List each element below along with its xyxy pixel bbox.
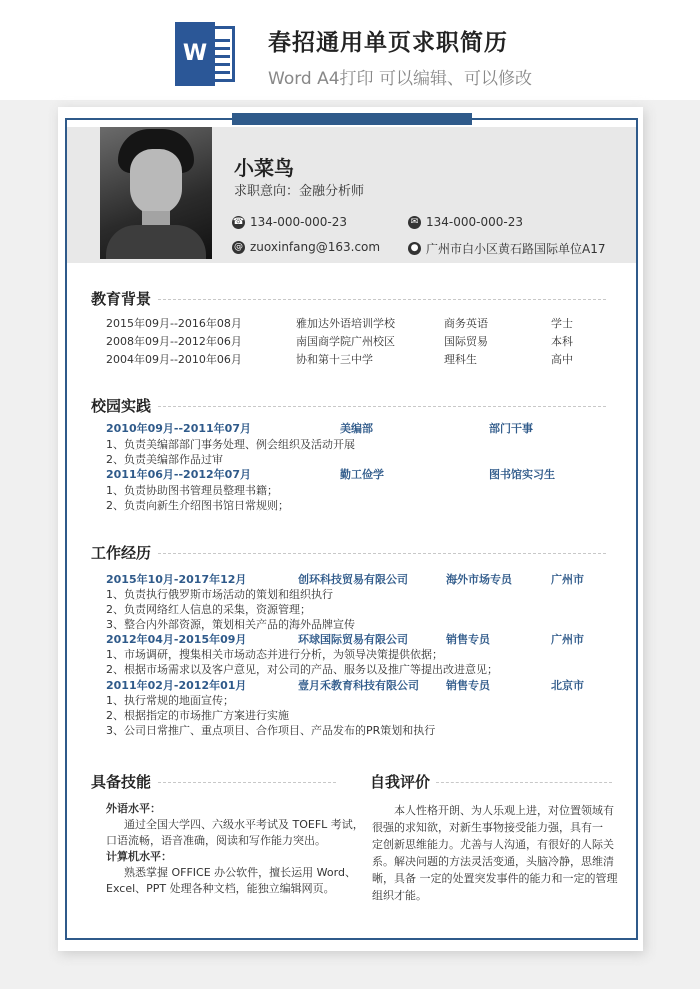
profile-name: 小菜鸟 xyxy=(234,156,294,180)
education-title: 教育背景 xyxy=(91,290,152,308)
work-1-line-1: 1、负责执行俄罗斯市场活动的策划和组织执行 xyxy=(106,588,333,601)
work-3-company: 壹月禾教育科技有限公司 xyxy=(298,679,419,692)
work-2-city: 广州市 xyxy=(551,633,584,646)
self-eval-line-3: 定创新思维能力。尤善与人沟通，有很好的人际关 xyxy=(372,838,614,851)
phone-icon: ☎ xyxy=(232,216,245,227)
campus-1-line-1: 1、负责美编部部门事务处理、例会组织及活动开展 xyxy=(106,438,355,451)
self-eval-line-2: 很强的求知欲，对新生事物接受能力强，具有一 xyxy=(372,821,603,834)
job-intent: 求职意向：金融分析师 xyxy=(234,184,365,199)
edu-row-1-period: 2015年09月--2016年08月 xyxy=(106,317,242,330)
work-2-company: 环球国际贸易有限公司 xyxy=(298,633,408,646)
work-1-city: 广州市 xyxy=(551,573,584,586)
work-3-city: 北京市 xyxy=(551,679,584,692)
work-title: 工作经历 xyxy=(91,544,152,562)
profile-photo xyxy=(100,127,212,259)
work-divider xyxy=(158,553,606,554)
work-3-position: 销售专员 xyxy=(446,679,490,692)
work-3-line-3: 3、公司日常推广、重点项目、合作项目、产品发布的PR策划和执行 xyxy=(106,724,436,737)
work-2-position: 销售专员 xyxy=(446,633,490,646)
work-3-period: 2011年02月-2012年01月 xyxy=(106,679,247,692)
work-1-line-2: 2、负责网络红人信息的采集，资源管理； xyxy=(106,603,311,616)
work-1-period: 2015年10月-2017年12月 xyxy=(106,573,247,586)
banner xyxy=(0,0,700,100)
work-1-company: 创环科技贸易有限公司 xyxy=(298,573,408,586)
edu-row-2-school: 南国商学院广州校区 xyxy=(296,335,395,348)
skills-computer-label: 计算机水平： xyxy=(106,850,172,863)
self-eval-line-5: 晰，具备 一定的处置突发事件的能力和一定的管理 xyxy=(372,872,618,885)
edu-row-3-degree: 高中 xyxy=(551,353,573,366)
edu-row-1-degree: 学士 xyxy=(551,317,573,330)
edu-row-1-major: 商务英语 xyxy=(444,317,488,330)
email-icon: @ xyxy=(234,241,243,252)
work-1-position: 海外市场专员 xyxy=(446,573,512,586)
campus-1-org: 美编部 xyxy=(340,422,373,435)
work-2-period: 2012年04月-2015年09月 xyxy=(106,633,247,646)
self-eval-line-4: 系。解决问题的方法灵活变通，头脑冷静，思维清 xyxy=(372,855,614,868)
edu-row-3-period: 2004年09月--2010年06月 xyxy=(106,353,242,366)
self-eval-divider xyxy=(436,782,612,783)
edu-row-2-major: 国际贸易 xyxy=(444,335,488,348)
phone-1-text: 134-000-000-23 xyxy=(250,215,347,229)
skills-title: 具备技能 xyxy=(91,773,152,791)
education-divider xyxy=(158,299,606,300)
phone-contact-1 xyxy=(232,215,347,229)
location-pin-icon: ● xyxy=(408,242,421,255)
work-1-line-3: 3、整合内外部资源，策划相关产品的海外品牌宣传 xyxy=(106,618,355,631)
self-eval-line-1: 本人性格开朗、为人乐观上进，对位置领域有 xyxy=(394,804,614,817)
edu-row-2-period: 2008年09月--2012年06月 xyxy=(106,335,242,348)
campus-2-line-1: 1、负责协助图书管理员整理书籍； xyxy=(106,484,278,497)
self-eval-title: 自我评价 xyxy=(370,773,431,791)
email-text: zuoxinfang@163.com xyxy=(250,240,381,254)
email-contact xyxy=(232,240,380,254)
phone-2-text: 134-000-000-23 xyxy=(426,215,523,229)
campus-2-period: 2011年06月--2012年07月 xyxy=(106,468,251,481)
work-3-line-1: 1、执行常规的地面宣传； xyxy=(106,694,234,707)
skills-language-line-1: 通过全国大学四、六级水平考试及 TOEFL 考试， xyxy=(124,818,364,831)
skills-language-label: 外语水平： xyxy=(106,802,161,815)
campus-1-period: 2010年09月--2011年07月 xyxy=(106,422,251,435)
skills-computer-line-1: 熟悉掌握 OFFICE 办公软件，擅长运用 Word、 xyxy=(124,866,356,879)
banner-subtitle: Word A4打印 可以编辑、可以修改 xyxy=(268,69,532,89)
campus-1-line-2: 2、负责美编部作品过审 xyxy=(106,453,223,466)
work-2-line-1: 1、市场调研，搜集相关市场动态并进行分析，为领导决策提供依据； xyxy=(106,648,443,661)
skills-divider xyxy=(158,782,336,783)
campus-2-line-2: 2、负责向新生介绍图书馆日常规则； xyxy=(106,499,289,512)
edu-row-3-school: 协和第十三中学 xyxy=(296,353,373,366)
self-eval-line-6: 组织才能。 xyxy=(372,889,427,902)
accent-top-bar xyxy=(232,113,472,125)
campus-title: 校园实践 xyxy=(91,397,152,415)
phone-contact-2 xyxy=(408,215,523,229)
campus-2-org: 勤工俭学 xyxy=(340,468,384,481)
edu-row-3-major: 理科生 xyxy=(444,353,477,366)
campus-1-role: 部门干事 xyxy=(489,422,533,435)
work-3-line-2: 2、根据指定的市场推广方案进行实施 xyxy=(106,709,289,722)
address-contact xyxy=(408,240,605,257)
word-letter: W xyxy=(175,22,215,86)
edu-row-1-school: 雅加达外语培训学校 xyxy=(296,317,395,330)
campus-divider xyxy=(158,406,606,407)
skills-computer-line-2: Excel、PPT 处理各种文档，能独立编辑网页。 xyxy=(106,882,335,895)
campus-2-role: 图书馆实习生 xyxy=(489,468,555,481)
word-document-icon xyxy=(175,22,237,86)
banner-title: 春招通用单页求职简历 xyxy=(268,30,508,56)
work-2-line-2: 2、根据市场需求以及客户意见，对公司的产品、服务以及推广等提出改进意见； xyxy=(106,663,498,676)
chat-icon: ✉ xyxy=(408,216,421,229)
address-text: 广州市白小区黄石路国际单位A17 xyxy=(426,242,606,256)
skills-language-line-2: 口语流畅，语音准确，阅读和写作能力突出。 xyxy=(106,834,326,847)
edu-row-2-degree: 本科 xyxy=(551,335,573,348)
